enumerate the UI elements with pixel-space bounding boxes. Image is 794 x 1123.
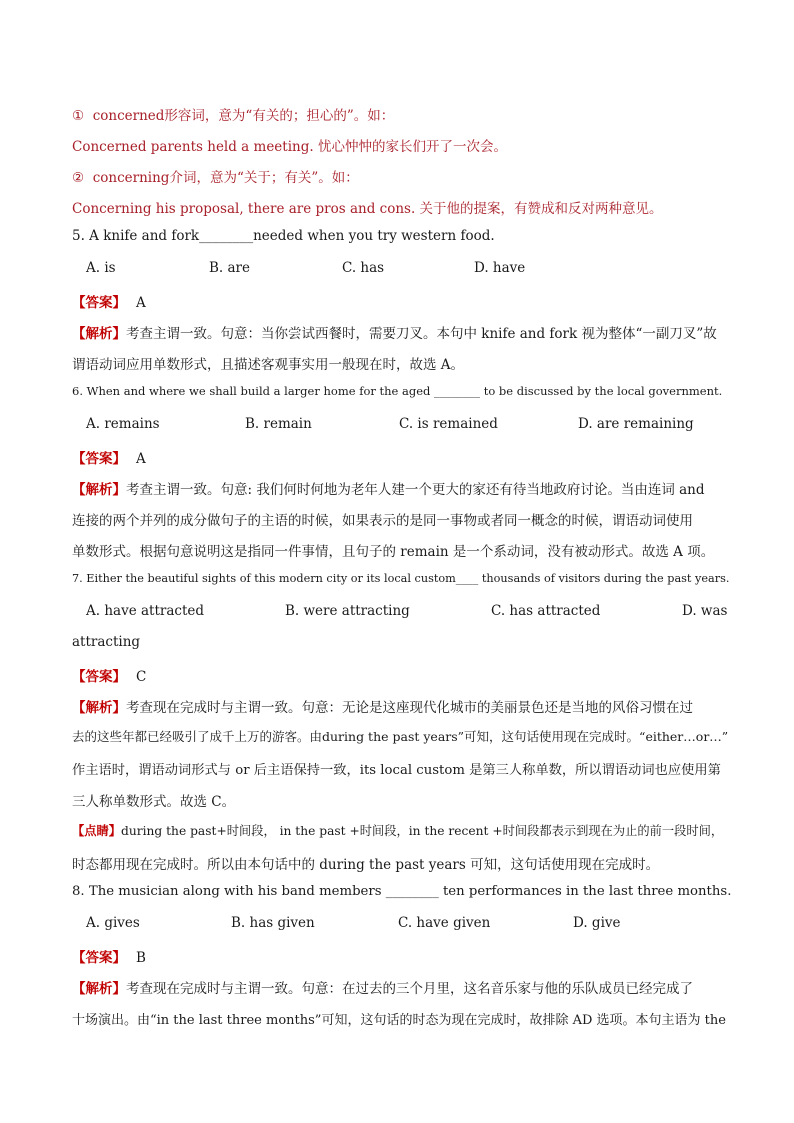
q8-option-c: C. have given	[398, 915, 491, 931]
q7-tip-line-2: 时态都用现在完成时。所以由本句话中的 during the past years 可知，这句话使用现在完成时。	[72, 857, 660, 873]
q7-tip-text-1: during the past+时间段， in the past +时间段，in the recent +时间段都表示到现在为止的前一段时间，	[121, 824, 724, 838]
q7-stem: 7. Either the beautiful sights of this modern city or its local custom____ thousands of visitors during the past years.	[72, 572, 730, 585]
q5-analysis-line-1	[72, 322, 717, 342]
q5-stem: 5. A knife and fork________needed when you try western food.	[72, 228, 495, 244]
q7-option-d: D. was	[682, 603, 728, 619]
q8-option-d: D. give	[573, 915, 621, 931]
q6-option-d: D. are remaining	[578, 416, 694, 432]
note-2-number: ②	[72, 170, 85, 186]
q6-answer-value: A	[136, 451, 146, 467]
q5-analysis-label: 【解析】	[72, 326, 126, 342]
q8-option-a: A. gives	[86, 915, 140, 931]
q5-option-c: C. has	[342, 260, 385, 276]
q7-answer	[72, 665, 146, 685]
q6-stem: 6. When and where we shall build a larger home for the aged ________ to be discussed by the local government.	[72, 384, 723, 398]
note-2	[72, 166, 359, 186]
q8-answer-value: B	[136, 950, 146, 966]
q6-answer-label: 【答案】	[72, 451, 126, 467]
q7-tip-line-1	[72, 821, 723, 839]
q5-answer-value: A	[136, 295, 146, 311]
q5-answer	[72, 291, 146, 311]
q7-analysis-line-3: 作主语时，谓语动词形式与 or 后主语保持一致，its local custom 是第三人称单数，所以谓语动词也应使用第	[72, 763, 721, 778]
q6-analysis-label: 【解析】	[72, 482, 126, 498]
q8-answer-label: 【答案】	[72, 950, 126, 966]
note-1	[72, 104, 394, 124]
q8-analysis-label: 【解析】	[72, 981, 126, 997]
q6-answer	[72, 447, 146, 467]
q6-analysis-text-1: 考查主谓一致。句意: 我们何时何地为老年人建一个更大的家还有待当地政府讨论。当由连词 and	[126, 482, 705, 498]
note-1-text: concerned形容词，意为“有关的；担心的”。如：	[92, 108, 395, 124]
q6-analysis-line-2: 连接的两个并列的成分做句子的主语的时候，如果表示的是同一事物或者同一概念的时候，谓语动词使用	[72, 513, 693, 529]
q7-answer-value: C	[136, 669, 147, 685]
q7-analysis-label: 【解析】	[72, 700, 126, 716]
q6-option-a: A. remains	[86, 416, 160, 432]
q7-option-a: A. have attracted	[86, 603, 204, 619]
q7-option-b: B. were attracting	[285, 603, 410, 619]
q8-option-b: B. has given	[231, 915, 315, 931]
q6-option-c: C. is remained	[399, 416, 498, 432]
q5-answer-label: 【答案】	[72, 295, 126, 311]
q6-option-b: B. remain	[245, 416, 312, 432]
q8-stem: 8. The musician along with his band members ________ ten performances in the last three months.	[72, 884, 732, 899]
q6-analysis-line-3: 单数形式。根据句意说明这是指同一件事情，且句子的 remain 是一个系动词，没有被动形式。故选 A 项。	[72, 544, 715, 560]
q5-option-a: A. is	[86, 260, 116, 276]
q8-answer	[72, 946, 146, 966]
q7-analysis-text-1: 考查现在完成时与主谓一致。句意：无论是这座现代化城市的美丽景色还是当地的风俗习惯在过	[126, 700, 693, 716]
note-2-text: concerning介词，意为“关于；有关”。如：	[92, 170, 359, 186]
q8-analysis-line-1	[72, 977, 693, 997]
q5-option-d: D. have	[474, 260, 526, 276]
q7-analysis-line-1	[72, 696, 693, 716]
q7-option-c: C. has attracted	[491, 603, 601, 619]
q5-analysis-text-1: 考查主谓一致。句意：当你尝试西餐时，需要刀叉。本句中 knife and fork 视为整体“一副刀叉”故	[126, 326, 717, 342]
example-1: Concerned parents held a meeting. 忧心忡忡的家长们开了一次会。	[72, 139, 507, 155]
example-2: Concerning his proposal, there are pros and cons. 关于他的提案，有赞成和反对两种意见。	[72, 201, 663, 217]
q5-option-b: B. are	[209, 260, 250, 276]
q7-tip-label: 【点睛】	[72, 823, 121, 838]
note-1-number: ①	[72, 108, 85, 124]
q7-analysis-line-2: 去的这些年都已经吸引了成千上万的游客。由during the past years”可知，这句话使用现在完成时。“either…or…”	[72, 729, 729, 744]
q8-analysis-text-1: 考查现在完成时与主谓一致。句意：在过去的三个月里，这名音乐家与他的乐队成员已经完成了	[126, 981, 693, 997]
q6-analysis-line-1	[72, 478, 705, 498]
q5-analysis-line-2: 谓语动词应用单数形式，且描述客观事实用一般现在时，故选 A。	[72, 357, 465, 373]
q7-answer-label: 【答案】	[72, 669, 126, 685]
q7-option-d-wrap: attracting	[72, 634, 141, 650]
q7-analysis-line-4: 三人称单数形式。故选 C。	[72, 794, 236, 810]
q8-analysis-line-2: 十场演出。由“in the last three months”可知，这句话的时态为现在完成时，故排除 AD 选项。本句主语为 the	[72, 1013, 726, 1028]
